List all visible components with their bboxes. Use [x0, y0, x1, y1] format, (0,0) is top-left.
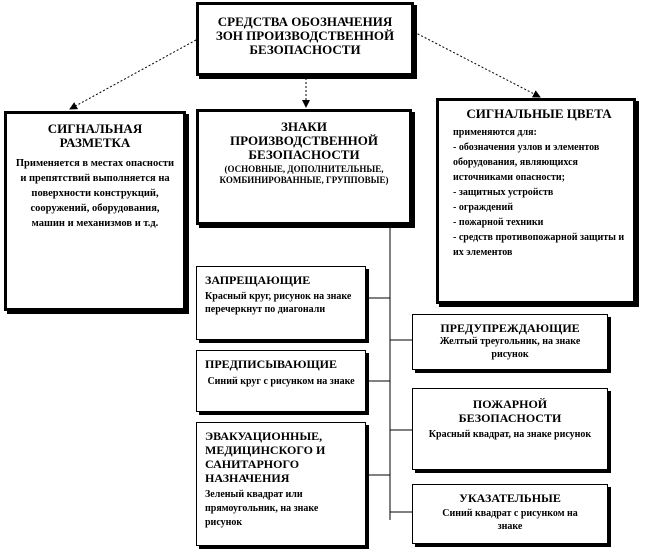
main-title-box — [196, 2, 414, 76]
arrow-to-marking — [70, 40, 196, 109]
marking-text: Применяется в местах опасности и препятствий выполняется на поверхности конструкций, сооружений, оборудования, машин и механизмов и т.д. — [15, 158, 175, 229]
arrow-to-colors — [414, 32, 540, 97]
marking-title: СИГНАЛЬНАЯ РАЗМЕТКА — [47, 121, 143, 150]
indicating-text: Синий квадрат с рисунком на знаке — [442, 508, 578, 532]
signs-box — [196, 109, 412, 225]
marking-box — [4, 111, 186, 311]
fire-title: ПОЖАРНОЙ БЕЗОПАСНОСТИ — [458, 397, 562, 425]
prescribing-text: Синий круг с рисунком на знаке — [207, 376, 355, 387]
main-title: СРЕДСТВА ОБОЗНАЧЕНИЯ ЗОН ПРОИЗВОДСТВЕННОЙ БЕЗОПАСНОСТИ — [215, 14, 395, 57]
fire-text: Красный квадрат, на знаке рисунок — [428, 429, 592, 440]
warning-text: Желтый треугольник, на знаке рисунок — [439, 336, 581, 360]
signs-title: ЗНАКИ ПРОИЗВОДСТВЕННОЙ БЕЗОПАСНОСТИ — [230, 119, 378, 162]
prohibiting-title: ЗАПРЕЩАЮЩИЕ — [205, 273, 311, 287]
colors-list-item: - средств противопожарной защиты и их элементов — [453, 232, 625, 258]
evacuation-text: Зеленый квадрат или прямоугольник, на знаке рисунок — [205, 489, 319, 528]
indicating-box — [412, 484, 608, 544]
colors-list-item: - ограждений — [453, 202, 513, 213]
evacuation-box — [196, 422, 366, 546]
prohibiting-box — [196, 266, 366, 340]
colors-title: СИГНАЛЬНЫЕ ЦВЕТА — [466, 106, 612, 121]
colors-intro: применяются для: — [453, 127, 537, 138]
prescribing-box — [196, 350, 366, 412]
colors-list-item: - защитных устройств — [453, 187, 554, 198]
signs-subtitle: (ОСНОВНЫЕ, ДОПОЛНИТЕЛЬНЫЕ, КОМБИНИРОВАННЫЕ, ГРУППОВЫЕ) — [219, 164, 389, 185]
warning-title: ПРЕДУПРЕЖДАЮЩИЕ — [440, 321, 580, 335]
indicating-title: УКАЗАТЕЛЬНЫЕ — [459, 491, 561, 505]
colors-box — [436, 98, 636, 304]
fire-box — [412, 388, 608, 470]
colors-list-item: - обозначения узлов и элементов оборудования, являющихся источниками опасности; — [453, 142, 600, 183]
colors-list-item: - пожарной техники — [453, 217, 544, 228]
prohibiting-text: Красный круг, рисунок на знаке перечеркнут по диагонали — [205, 291, 352, 315]
evacuation-title: ЭВАКУАЦИОННЫЕ, МЕДИЦИНСКОГО И САНИТАРНОГО НАЗНАЧЕНИЯ — [205, 429, 326, 485]
prescribing-title: ПРЕДПИСЫВАЮЩИЕ — [205, 357, 337, 371]
colors-list — [453, 140, 625, 260]
warning-box — [412, 314, 608, 370]
